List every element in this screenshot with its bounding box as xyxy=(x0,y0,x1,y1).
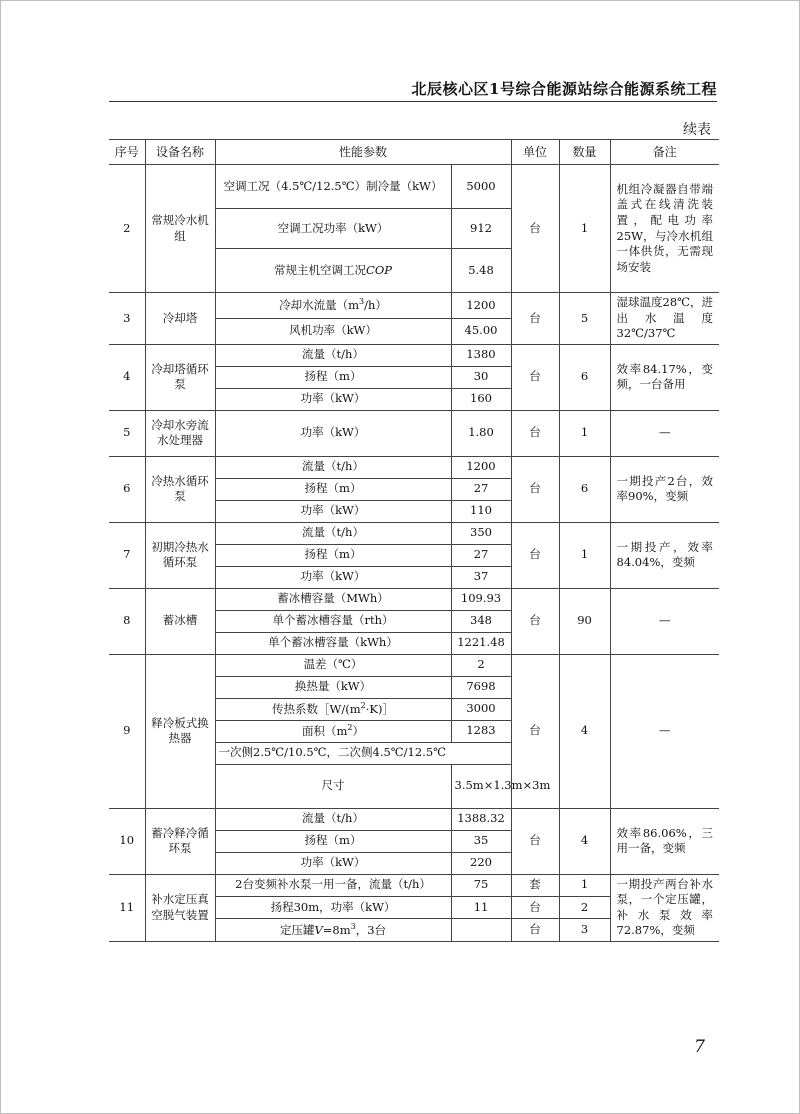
param-label: 功率（kW） xyxy=(215,500,451,522)
param-value: 5.48 xyxy=(451,249,511,293)
param-value: 75 xyxy=(451,874,511,896)
remark-cell: 效率84.17%，变频，一台备用 xyxy=(610,344,719,410)
qty-cell: 1 xyxy=(559,410,610,456)
remark-cell: — xyxy=(610,588,719,654)
qty-cell: 6 xyxy=(559,344,610,410)
unit-cell: 台 xyxy=(511,293,559,345)
unit-cell: 台 xyxy=(511,456,559,522)
unit-cell: 台 xyxy=(511,588,559,654)
param-label: 温差（℃） xyxy=(215,654,451,676)
param-label: 空调工况功率（kW） xyxy=(215,209,451,249)
equipment-name: 冷却水旁流水处理器 xyxy=(145,410,215,456)
param-value: 348 xyxy=(451,610,511,632)
param-label: 冷却水流量$(m^3/h)$ xyxy=(215,293,451,319)
param-value: 1380 xyxy=(451,344,511,366)
param-label: 单个蓄冰槽容量（rth） xyxy=(215,610,451,632)
param-label: 流量（t/h） xyxy=(215,456,451,478)
row-no: 3 xyxy=(109,293,145,345)
param-label: 一次侧2.5℃/10.5℃，二次侧4.5℃/12.5℃ xyxy=(215,742,511,764)
remark-cell: 效率86.06%，三用一备，变频 xyxy=(610,808,719,874)
equipment-name: 冷热水循环泵 xyxy=(145,456,215,522)
param-value: 27 xyxy=(451,544,511,566)
param-label: 换热量（kW） xyxy=(215,676,451,698)
running-header-title: 北辰核心区1号综合能源站综合能源系统工程 xyxy=(411,80,717,98)
qty-cell: 5 xyxy=(559,293,610,345)
unit-cell: 台 xyxy=(511,344,559,410)
param-value: 2 xyxy=(451,654,511,676)
remark-cell: 机组冷凝器自带端盖式在线清洗装置，配电功率25W，与冷水机组一体供货，无需现场安装 xyxy=(610,165,719,293)
remark-cell: — xyxy=(610,410,719,456)
table-row xyxy=(109,344,719,366)
equipment-name: 冷却塔 xyxy=(145,293,215,345)
table-row xyxy=(109,293,719,319)
param-value: 3000 xyxy=(451,698,511,720)
param-label: 空调工况（4.5℃/12.5℃）制冷量（kW） xyxy=(215,165,451,209)
table-row xyxy=(109,410,719,456)
qty-cell: 90 xyxy=(559,588,610,654)
param-value: 35 xyxy=(451,830,511,852)
param-value: 11 xyxy=(451,896,511,918)
qty-cell: 1 xyxy=(559,165,610,293)
table-row xyxy=(109,588,719,610)
unit-cell: 套 xyxy=(511,874,559,896)
param-label: 扬程（m） xyxy=(215,366,451,388)
col-header-remark: 备注 xyxy=(610,140,719,165)
equipment-name: 初期冷热水循环泵 xyxy=(145,522,215,588)
param-label: 蓄冰槽容量（MWh） xyxy=(215,588,451,610)
param-value: 1388.32 xyxy=(451,808,511,830)
remark-cell: 湿球温度28℃，进出水温度32℃/37℃ xyxy=(610,293,719,345)
param-value: 350 xyxy=(451,522,511,544)
param-value: 160 xyxy=(451,388,511,410)
param-label: 2台变频补水泵一用一备，流量（t/h） xyxy=(215,874,451,896)
table-row xyxy=(109,165,719,209)
remark-cell: — xyxy=(610,654,719,808)
qty-cell: 4 xyxy=(559,654,610,808)
param-label: 扬程（m） xyxy=(215,830,451,852)
param-value: 5000 xyxy=(451,165,511,209)
unit-cell: 台 xyxy=(511,165,559,293)
col-header-name: 设备名称 xyxy=(145,140,215,165)
unit-cell: 台 xyxy=(511,808,559,874)
param-label: 功率（kW） xyxy=(215,566,451,588)
remark-cell: 一期投产两台补水泵，一个定压罐，补水泵效率72.87%，变频 xyxy=(610,874,719,941)
param-value: 912 xyxy=(451,209,511,249)
qty-cell: 3 xyxy=(559,919,610,941)
col-header-no: 序号 xyxy=(109,140,145,165)
continued-label: 续表 xyxy=(683,122,711,138)
param-label: 面积$(m^2)$ xyxy=(215,720,451,742)
equipment-name: 补水定压真空脱气装置 xyxy=(145,874,215,941)
remark-cell: 一期投产2台，效率90%，变频 xyxy=(610,456,719,522)
param-value: 1283 xyxy=(451,720,511,742)
param-label: 扬程（m） xyxy=(215,544,451,566)
unit-cell: 台 xyxy=(511,919,559,941)
unit-cell: 台 xyxy=(511,896,559,918)
param-value: 3.5m×1.3m×3m xyxy=(451,764,511,808)
param-value: 37 xyxy=(451,566,511,588)
param-value xyxy=(451,919,511,941)
equipment-name: 冷却塔循环泵 xyxy=(145,344,215,410)
param-value: 45.00 xyxy=(451,318,511,344)
param-label: 尺寸 xyxy=(215,764,451,808)
table-row xyxy=(109,874,719,896)
table-row xyxy=(109,654,719,676)
row-no: 8 xyxy=(109,588,145,654)
param-value: 1221.48 xyxy=(451,632,511,654)
col-header-unit: 单位 xyxy=(511,140,559,165)
param-label: 定压罐$V=8m^3$，3台 xyxy=(215,919,451,941)
table-row xyxy=(109,808,719,830)
unit-cell: 台 xyxy=(511,522,559,588)
param-label: 流量（t/h） xyxy=(215,522,451,544)
param-value: 1200 xyxy=(451,456,511,478)
row-no: 10 xyxy=(109,808,145,874)
row-no: 4 xyxy=(109,344,145,410)
param-value: 109.93 xyxy=(451,588,511,610)
remark-cell: 一期投产，效率84.04%，变频 xyxy=(610,522,719,588)
param-value: 30 xyxy=(451,366,511,388)
row-no: 5 xyxy=(109,410,145,456)
table-row xyxy=(109,456,719,478)
table-header-row xyxy=(109,140,719,165)
col-header-qty: 数量 xyxy=(559,140,610,165)
param-label: 流量（t/h） xyxy=(215,344,451,366)
param-label: 风机功率（kW） xyxy=(215,318,451,344)
param-label: 功率（kW） xyxy=(215,388,451,410)
row-no: 7 xyxy=(109,522,145,588)
row-no: 11 xyxy=(109,874,145,941)
equipment-name: 蓄冰槽 xyxy=(145,588,215,654)
row-no: 6 xyxy=(109,456,145,522)
equipment-table xyxy=(109,139,719,942)
qty-cell: 2 xyxy=(559,896,610,918)
col-header-params: 性能参数 xyxy=(215,140,511,165)
param-value: 27 xyxy=(451,478,511,500)
qty-cell: 4 xyxy=(559,808,610,874)
param-label: 功率（kW） xyxy=(215,410,451,456)
qty-cell: 6 xyxy=(559,456,610,522)
header-rule xyxy=(109,101,717,102)
param-value: 110 xyxy=(451,500,511,522)
param-label: 功率（kW） xyxy=(215,852,451,874)
unit-cell: 台 xyxy=(511,654,559,808)
param-label: 常规主机空调工况COP xyxy=(215,249,451,293)
param-label: 扬程30m，功率（kW） xyxy=(215,896,451,918)
param-label: 单个蓄冰槽容量（kWh） xyxy=(215,632,451,654)
param-label: 流量（t/h） xyxy=(215,808,451,830)
unit-cell: 台 xyxy=(511,410,559,456)
row-no: 9 xyxy=(109,654,145,808)
table-row xyxy=(109,522,719,544)
equipment-name: 蓄冷释冷循环泵 xyxy=(145,808,215,874)
param-value: 1.80 xyxy=(451,410,511,456)
param-label: 扬程（m） xyxy=(215,478,451,500)
param-value: 220 xyxy=(451,852,511,874)
page-number: 7 xyxy=(694,1037,705,1057)
equipment-name: 常规冷水机组 xyxy=(145,165,215,293)
equipment-name: 释冷板式换热器 xyxy=(145,654,215,808)
param-label: 传热系数$[W/(m^2\cdot K)]$ xyxy=(215,698,451,720)
qty-cell: 1 xyxy=(559,874,610,896)
qty-cell: 1 xyxy=(559,522,610,588)
param-value: 7698 xyxy=(451,676,511,698)
param-value: 1200 xyxy=(451,293,511,319)
row-no: 2 xyxy=(109,165,145,293)
